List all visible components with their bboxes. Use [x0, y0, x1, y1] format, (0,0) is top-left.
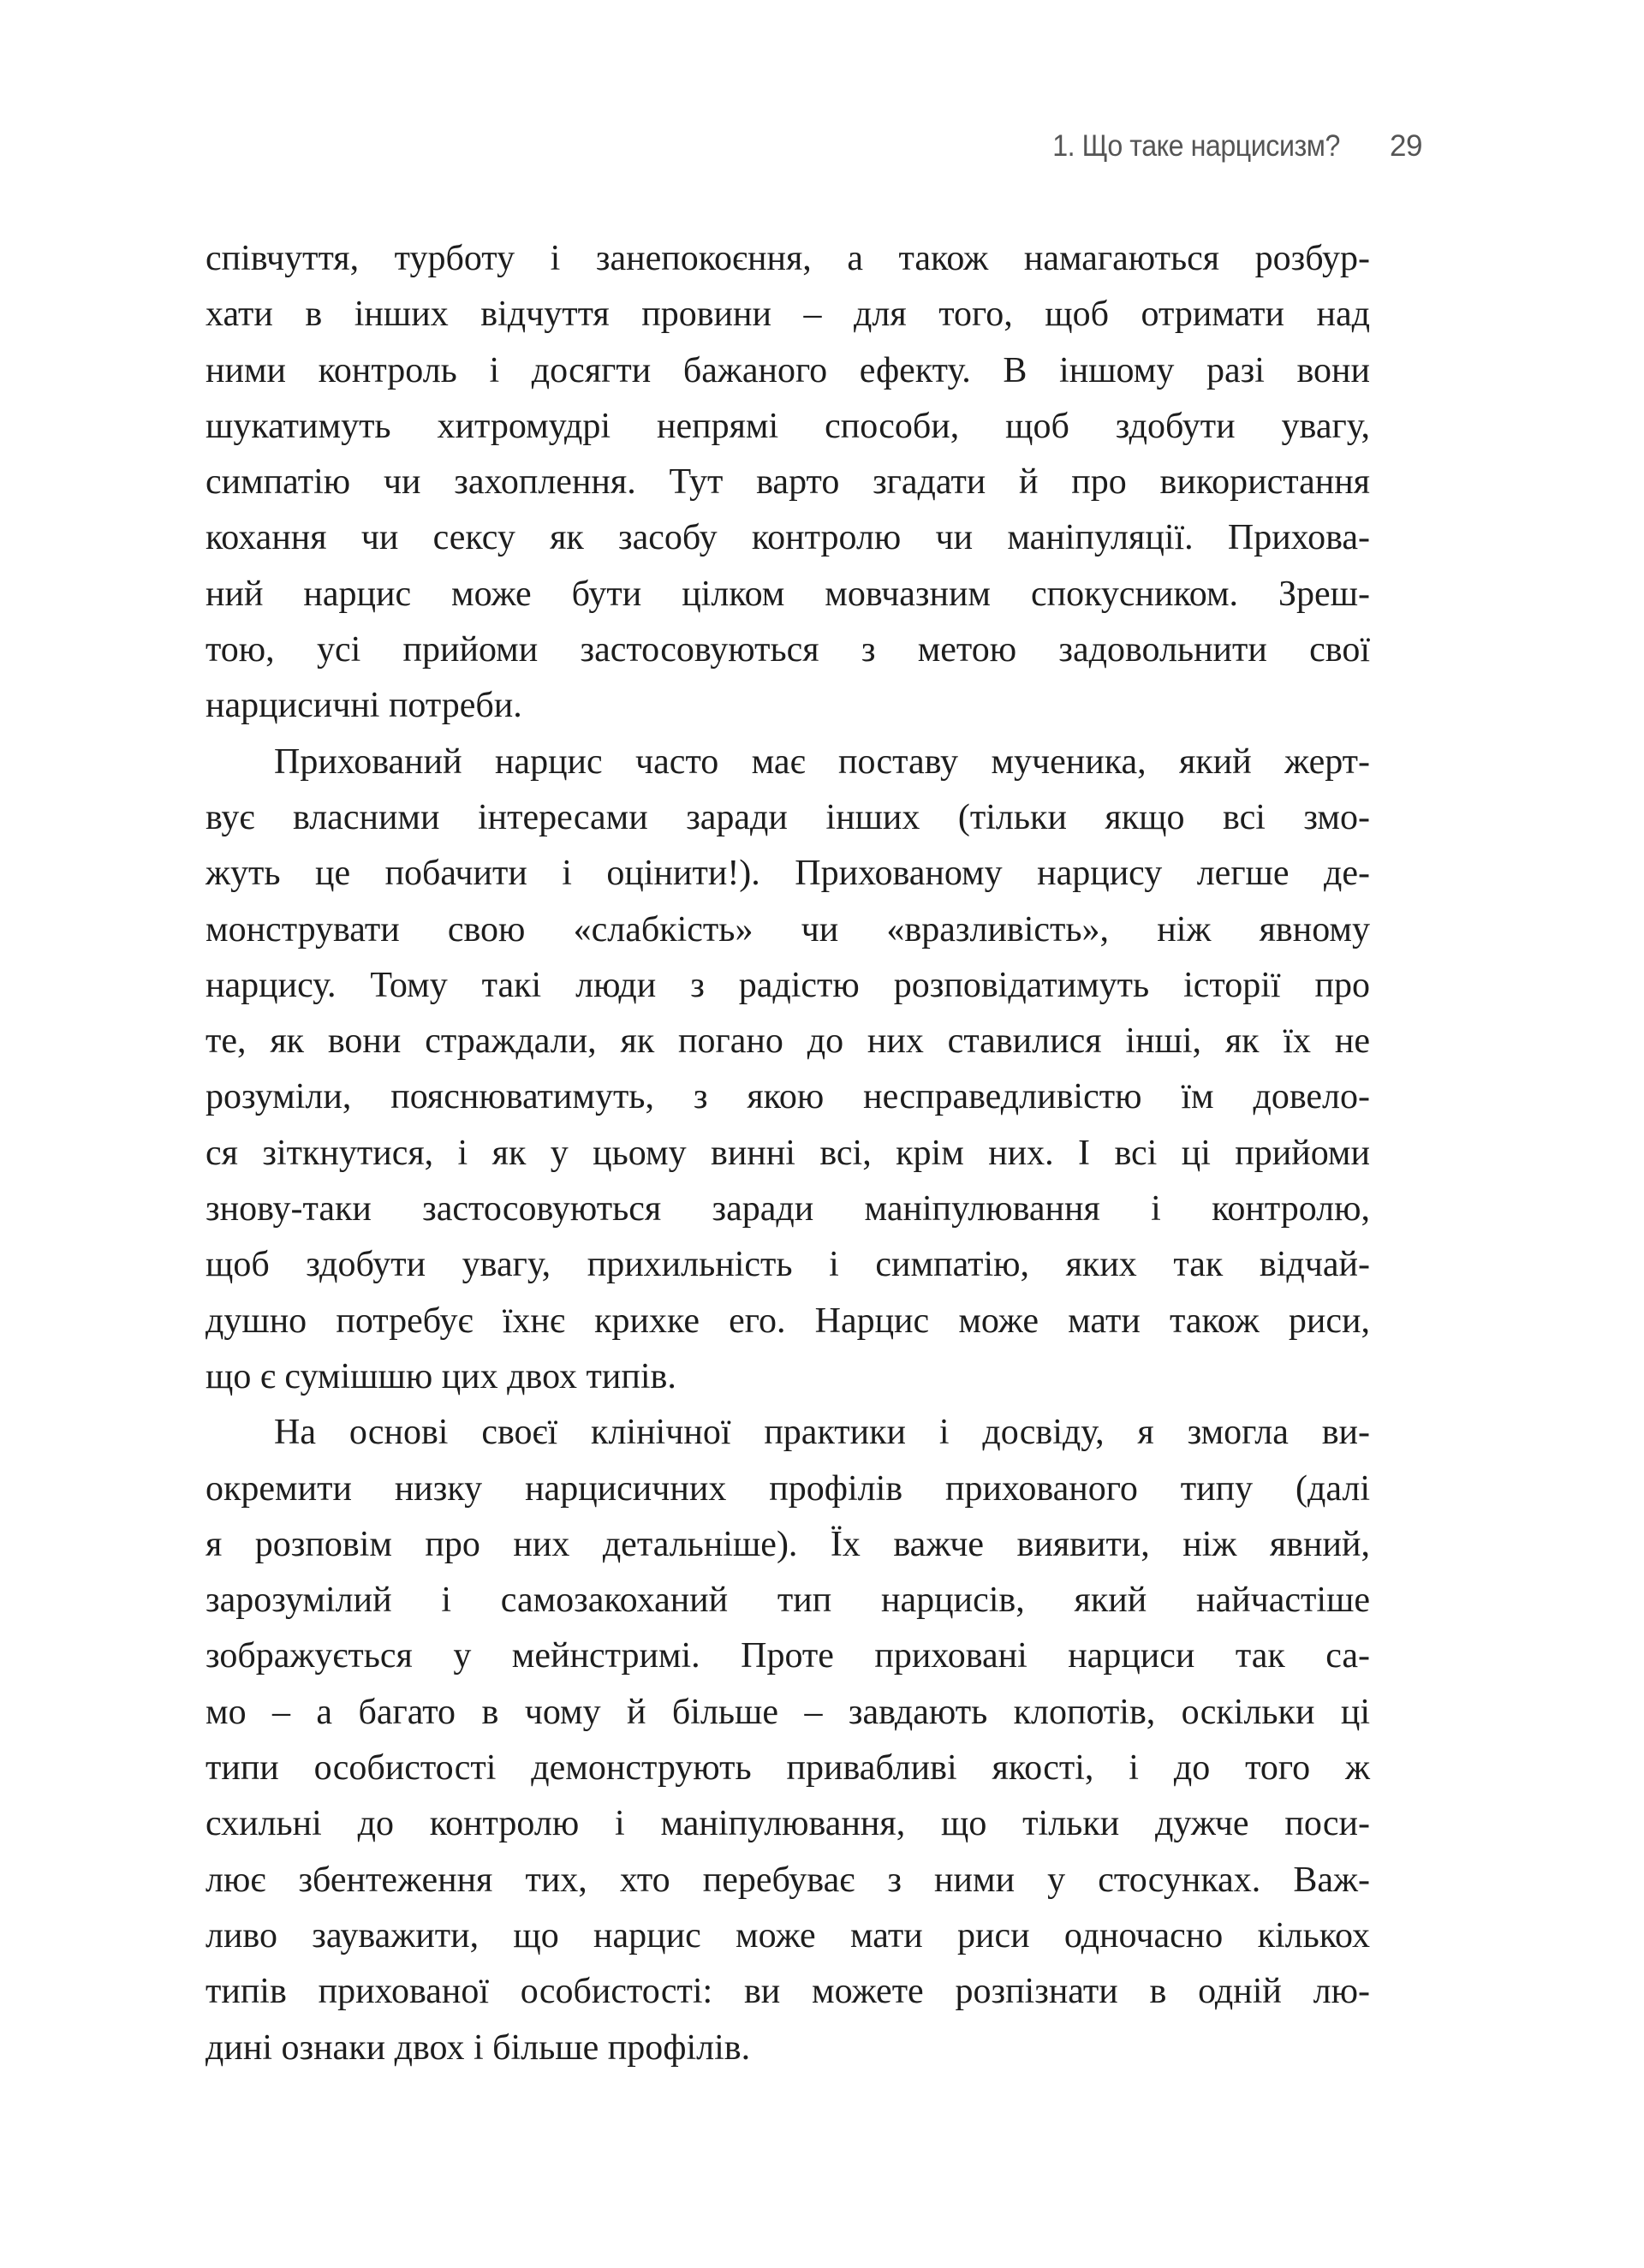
- text-line: зображується у мейнстримі. Проте приховані нарциси так са-: [206, 1636, 1370, 1676]
- text-line: знову-таки застосовуються заради маніпулювання і контролю,: [206, 1189, 1370, 1229]
- text-line: типи особистості демонструють привабливі якості, і до того ж: [206, 1748, 1370, 1789]
- text-line: симпатію чи захоплення. Тут варто згадати й про використання: [206, 462, 1370, 503]
- text-line: кохання чи сексу як засобу контролю чи маніпуляції. Прихова-: [206, 518, 1370, 558]
- text-line: я розповім про них детальніше). Їх важче виявити, ніж явний,: [206, 1524, 1370, 1564]
- text-line: ний нарцис може бути цілком мовчазним спокусником. Зреш-: [206, 574, 1370, 614]
- paragraph-2: [206, 735, 1370, 1406]
- paragraph-3: [206, 1405, 1370, 2076]
- text-line: мо – а багато в чому й більше – завдають клопотів, оскільки ці: [206, 1692, 1370, 1732]
- text-line: монструвати свою «слабкість» чи «вразливість», ніж явному: [206, 909, 1370, 949]
- text-line: нарцису. Тому такі люди з радістю розповідатимуть історії про: [206, 965, 1370, 1005]
- text-line: зарозумілий і самозакоханий тип нарцисів, який найчастіше: [206, 1580, 1370, 1621]
- text-line: співчуття, турботу і занепокоєння, а також намагаються розбур-: [206, 239, 1370, 278]
- text-line: схильні до контролю і маніпулювання, що тільки дужче поси-: [206, 1804, 1370, 1844]
- text-line: щоб здобути увагу, прихильність і симпатію, яких так відчай-: [206, 1245, 1370, 1285]
- text-line: що є сумішшю цих двох типів.: [206, 1356, 676, 1396]
- text-line: ливо зауважити, що нарцис може мати риси одночасно кількох: [206, 1915, 1370, 1955]
- text-line: душно потребує їхнє крихке его. Нарцис може мати також риси,: [206, 1301, 1370, 1341]
- text-line: розуміли, пояснюватимуть, з якою несправедливістю їм довело-: [206, 1077, 1370, 1117]
- text-line: лює збентеження тих, хто перебуває з ними у стосунках. Важ-: [206, 1860, 1370, 1900]
- text-line: хати в інших відчуття провини – для того, щоб отримати над: [206, 295, 1370, 335]
- text-line: ними контроль і досягти бажаного ефекту. В іншому разі вони: [206, 350, 1370, 390]
- text-line: те, як вони страждали, як погано до них ставилися інші, як їх не: [206, 1021, 1370, 1062]
- text-line: Прихований нарцис часто має поставу мученика, який жерт-: [274, 741, 1370, 782]
- text-line: вує власними інтересами заради інших (тільки якщо всі змо-: [206, 797, 1370, 837]
- chapter-title: 1. Що таке нарцисизм?: [1052, 129, 1340, 163]
- text-line: На основі своєї клінічної практики і досвіду, я змогла ви-: [274, 1413, 1370, 1453]
- running-head: [0, 129, 1644, 164]
- text-line: жуть це побачити і оцінити!). Прихованому нарцису легше де-: [206, 854, 1370, 894]
- text-line: типів прихованої особистості: ви можете розпізнати в одній лю-: [206, 1972, 1370, 2012]
- text-line: нарцисичні потреби.: [206, 686, 522, 726]
- text-line: дині ознаки двох і більше профілів.: [206, 2027, 751, 2068]
- paragraph-1: [206, 231, 1370, 735]
- page-number: 29: [1390, 129, 1422, 163]
- body-text: [206, 231, 1370, 2076]
- text-line: шукатимуть хитромудрі непрямі способи, щоб здобути увагу,: [206, 406, 1370, 446]
- text-line: ся зіткнутися, і як у цьому винні всі, крім них. І всі ці прийоми: [206, 1133, 1370, 1173]
- text-line: тою, усі прийоми застосовуються з метою задовольнити свої: [206, 630, 1370, 670]
- text-line: окремити низку нарцисичних профілів прихованого типу (далі: [206, 1468, 1370, 1509]
